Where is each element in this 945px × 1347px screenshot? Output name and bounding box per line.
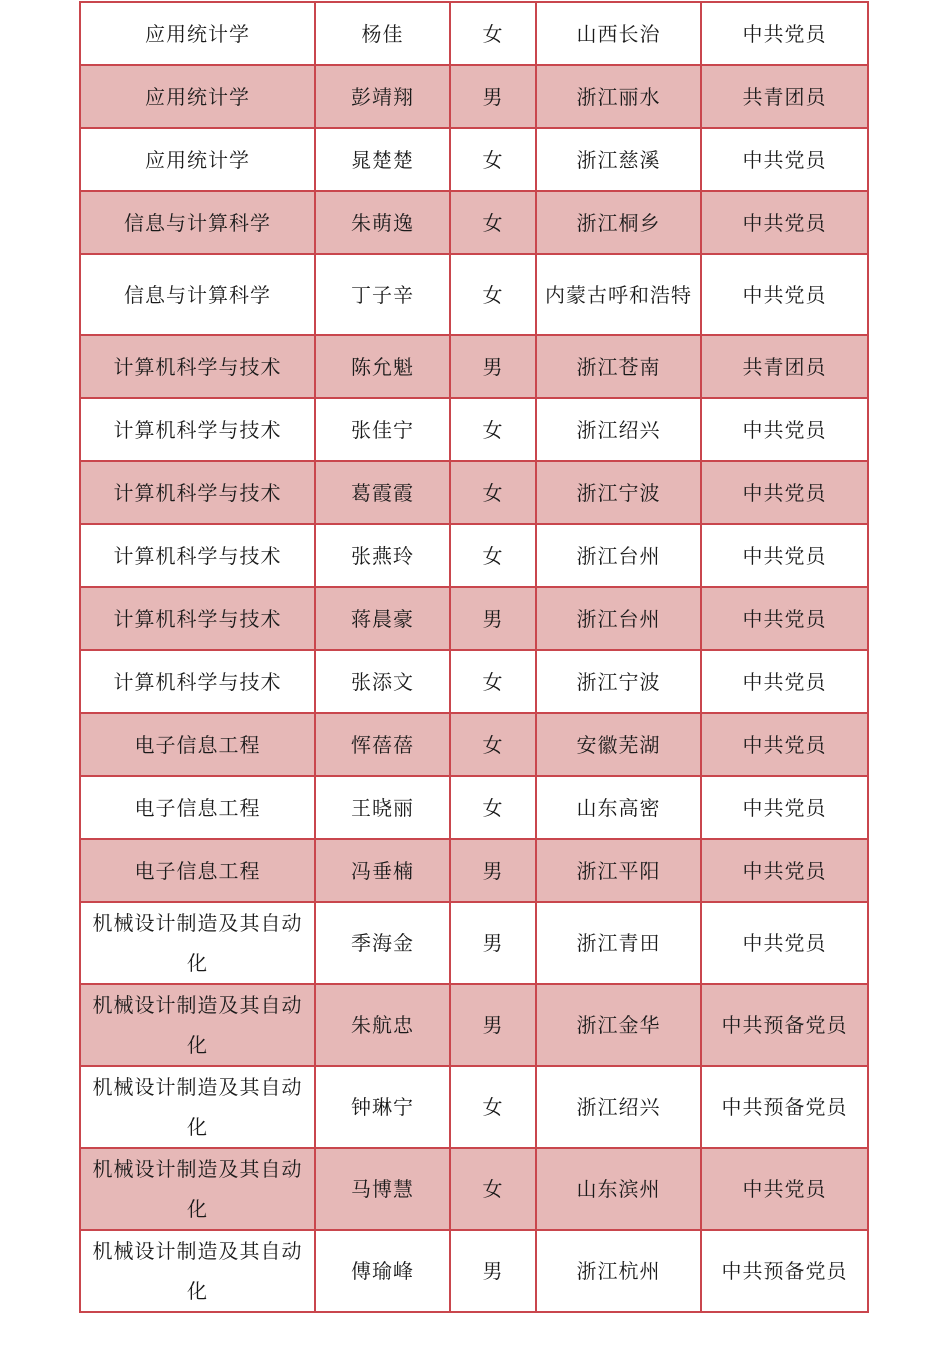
gender-cell: 女	[450, 398, 536, 461]
member-table	[79, 1, 869, 1313]
political-status-cell: 中共党员	[701, 254, 868, 335]
origin-cell: 浙江青田	[536, 902, 701, 984]
gender-cell: 女	[450, 128, 536, 191]
major-cell: 计算机科学与技术	[80, 335, 315, 398]
table-row	[80, 839, 868, 902]
major-cell: 应用统计学	[80, 2, 315, 65]
document-page	[79, 1, 867, 1313]
name-cell: 葛霞霞	[315, 461, 450, 524]
political-status-cell: 中共党员	[701, 839, 868, 902]
origin-cell: 内蒙古呼和浩特	[536, 254, 701, 335]
gender-cell: 女	[450, 254, 536, 335]
origin-cell: 安徽芜湖	[536, 713, 701, 776]
gender-cell: 女	[450, 713, 536, 776]
gender-cell: 男	[450, 984, 536, 1066]
name-cell: 陈允魁	[315, 335, 450, 398]
table-row	[80, 191, 868, 254]
table-row	[80, 650, 868, 713]
political-status-cell: 中共党员	[701, 902, 868, 984]
gender-cell: 女	[450, 650, 536, 713]
name-cell: 钟琳宁	[315, 1066, 450, 1148]
name-cell: 晁楚楚	[315, 128, 450, 191]
name-cell: 恽蓓蓓	[315, 713, 450, 776]
table-row	[80, 461, 868, 524]
gender-cell: 女	[450, 2, 536, 65]
gender-cell: 男	[450, 587, 536, 650]
origin-cell: 山东高密	[536, 776, 701, 839]
gender-cell: 女	[450, 776, 536, 839]
origin-cell: 浙江台州	[536, 524, 701, 587]
political-status-cell: 共青团员	[701, 65, 868, 128]
major-cell: 电子信息工程	[80, 713, 315, 776]
major-cell: 计算机科学与技术	[80, 524, 315, 587]
table-row	[80, 587, 868, 650]
gender-cell: 男	[450, 65, 536, 128]
name-cell: 朱航忠	[315, 984, 450, 1066]
political-status-cell: 中共党员	[701, 398, 868, 461]
origin-cell: 浙江杭州	[536, 1230, 701, 1312]
major-cell: 机械设计制造及其自动化	[80, 902, 315, 984]
table-row	[80, 524, 868, 587]
table-row	[80, 776, 868, 839]
name-cell: 张佳宁	[315, 398, 450, 461]
name-cell: 季海金	[315, 902, 450, 984]
gender-cell: 女	[450, 191, 536, 254]
name-cell: 彭靖翔	[315, 65, 450, 128]
political-status-cell: 中共党员	[701, 713, 868, 776]
major-cell: 机械设计制造及其自动化	[80, 1230, 315, 1312]
major-cell: 应用统计学	[80, 65, 315, 128]
table-row	[80, 984, 868, 1066]
origin-cell: 浙江宁波	[536, 461, 701, 524]
major-cell: 应用统计学	[80, 128, 315, 191]
major-cell: 电子信息工程	[80, 839, 315, 902]
gender-cell: 女	[450, 524, 536, 587]
origin-cell: 浙江台州	[536, 587, 701, 650]
table-row	[80, 65, 868, 128]
origin-cell: 浙江慈溪	[536, 128, 701, 191]
major-cell: 信息与计算科学	[80, 191, 315, 254]
origin-cell: 浙江丽水	[536, 65, 701, 128]
table-row	[80, 254, 868, 335]
table-row	[80, 902, 868, 984]
table-row	[80, 335, 868, 398]
origin-cell: 浙江平阳	[536, 839, 701, 902]
gender-cell: 女	[450, 1066, 536, 1148]
major-cell: 信息与计算科学	[80, 254, 315, 335]
gender-cell: 男	[450, 1230, 536, 1312]
name-cell: 丁子辛	[315, 254, 450, 335]
political-status-cell: 中共党员	[701, 461, 868, 524]
table-row	[80, 1148, 868, 1230]
political-status-cell: 中共党员	[701, 524, 868, 587]
political-status-cell: 中共党员	[701, 776, 868, 839]
member-table-body	[80, 2, 868, 1312]
name-cell: 杨佳	[315, 2, 450, 65]
major-cell: 计算机科学与技术	[80, 650, 315, 713]
major-cell: 机械设计制造及其自动化	[80, 1066, 315, 1148]
political-status-cell: 中共党员	[701, 191, 868, 254]
table-row	[80, 2, 868, 65]
major-cell: 计算机科学与技术	[80, 398, 315, 461]
origin-cell: 浙江绍兴	[536, 1066, 701, 1148]
origin-cell: 浙江绍兴	[536, 398, 701, 461]
origin-cell: 浙江金华	[536, 984, 701, 1066]
name-cell: 张燕玲	[315, 524, 450, 587]
political-status-cell: 中共党员	[701, 1148, 868, 1230]
name-cell: 朱萌逸	[315, 191, 450, 254]
name-cell: 张添文	[315, 650, 450, 713]
table-row	[80, 398, 868, 461]
name-cell: 王晓丽	[315, 776, 450, 839]
origin-cell: 山西长治	[536, 2, 701, 65]
name-cell: 蒋晨豪	[315, 587, 450, 650]
table-row	[80, 713, 868, 776]
political-status-cell: 共青团员	[701, 335, 868, 398]
gender-cell: 女	[450, 1148, 536, 1230]
gender-cell: 女	[450, 461, 536, 524]
name-cell: 冯垂楠	[315, 839, 450, 902]
political-status-cell: 中共党员	[701, 587, 868, 650]
table-row	[80, 1066, 868, 1148]
origin-cell: 浙江桐乡	[536, 191, 701, 254]
table-row	[80, 1230, 868, 1312]
political-status-cell: 中共预备党员	[701, 1066, 868, 1148]
origin-cell: 浙江苍南	[536, 335, 701, 398]
table-row	[80, 128, 868, 191]
political-status-cell: 中共党员	[701, 128, 868, 191]
major-cell: 电子信息工程	[80, 776, 315, 839]
political-status-cell: 中共预备党员	[701, 984, 868, 1066]
major-cell: 计算机科学与技术	[80, 587, 315, 650]
major-cell: 计算机科学与技术	[80, 461, 315, 524]
origin-cell: 山东滨州	[536, 1148, 701, 1230]
political-status-cell: 中共党员	[701, 650, 868, 713]
name-cell: 傅瑜峰	[315, 1230, 450, 1312]
political-status-cell: 中共党员	[701, 2, 868, 65]
gender-cell: 男	[450, 335, 536, 398]
political-status-cell: 中共预备党员	[701, 1230, 868, 1312]
major-cell: 机械设计制造及其自动化	[80, 1148, 315, 1230]
origin-cell: 浙江宁波	[536, 650, 701, 713]
gender-cell: 男	[450, 839, 536, 902]
gender-cell: 男	[450, 902, 536, 984]
name-cell: 马博慧	[315, 1148, 450, 1230]
major-cell: 机械设计制造及其自动化	[80, 984, 315, 1066]
